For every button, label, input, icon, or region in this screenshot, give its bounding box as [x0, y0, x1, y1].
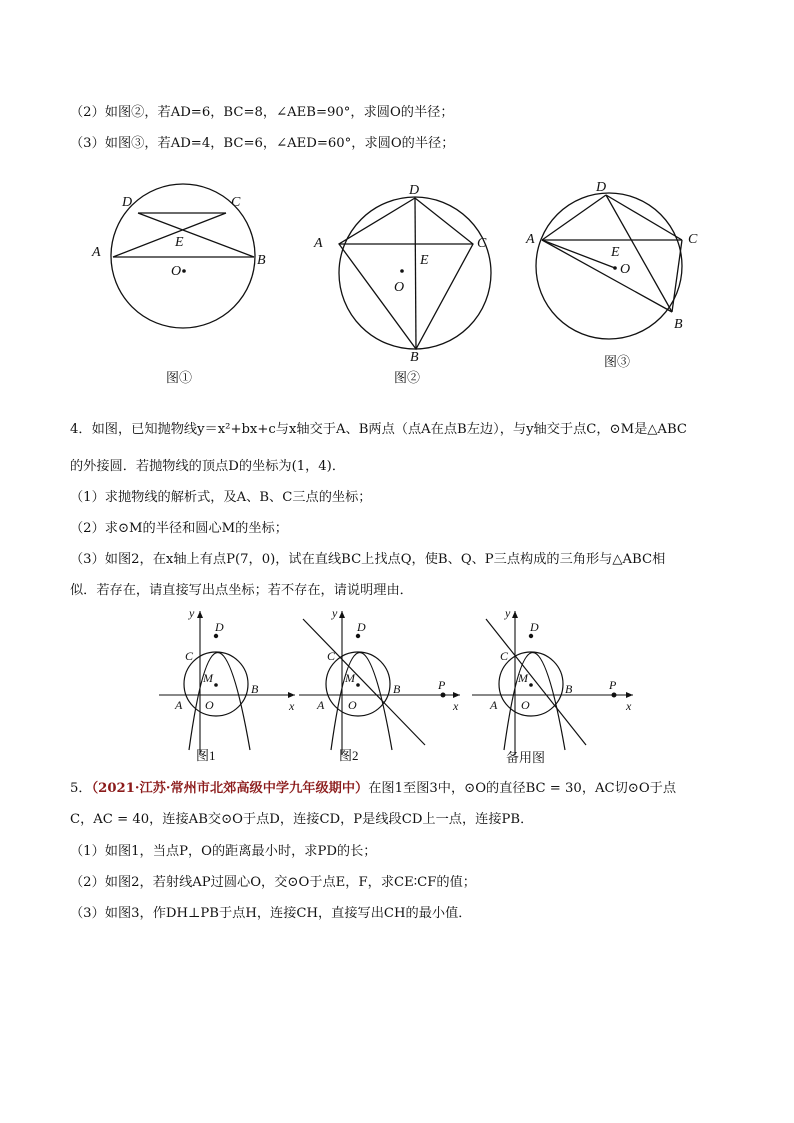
fig3-label-C: C — [688, 232, 698, 247]
problem4-stem-line2: 的外接圆．若抛物线的顶点D的坐标为(1，4)． — [70, 459, 346, 474]
fig3-label-D: D — [596, 180, 607, 195]
fig2-label-B: B — [410, 350, 419, 365]
fig4-1-label-B: B — [251, 682, 259, 696]
problem4-part1: （1）求抛物线的解析式，及A、B、C三点的坐标； — [70, 490, 372, 505]
figure-3-1 — [88, 186, 266, 386]
fig3-label-A: A — [526, 232, 535, 247]
problem3-part3: （3）如图③，若AD=4，BC=6，∠AED=60°，求圆O的半径； — [70, 136, 455, 151]
fig4-1-label-y: y — [189, 606, 195, 620]
fig4-2-label-x: x — [453, 699, 459, 713]
figure-4-spare — [468, 605, 643, 770]
problem4-part3-line2: 似．若存在，请直接写出点坐标；若不存在，请说明理由． — [70, 583, 413, 598]
fig4-3-label-A: A — [490, 698, 498, 712]
fig4-2-label-O: O — [348, 698, 357, 712]
fig4-1-label-D: D — [215, 620, 224, 634]
fig4-2-label-C: C — [327, 649, 336, 663]
fig1-label-B: B — [257, 253, 266, 268]
fig4-2-label-B: B — [393, 682, 401, 696]
problem5-stem-line1 — [70, 780, 676, 798]
fig4-2-label-A: A — [317, 698, 325, 712]
fig4-3-label-O: O — [521, 698, 530, 712]
fig3-caption: 图③ — [604, 354, 631, 369]
fig4-3-label-B: B — [565, 682, 573, 696]
fig2-label-O: O — [394, 280, 405, 295]
fig3-label-O: O — [620, 262, 631, 277]
fig4-2-label-y: y — [332, 606, 338, 620]
fig4-2-label-M: M — [345, 671, 355, 685]
problem5-part3: （3）如图3，作DH⊥PB于点H，连接CH，直接写出CH的最小值． — [70, 906, 472, 921]
fig4-1-label-A: A — [175, 698, 183, 712]
fig4-1-caption: 图1 — [196, 748, 216, 763]
fig1-caption: 图① — [166, 370, 193, 385]
fig2-label-C: C — [477, 236, 487, 251]
figure-3-2 — [308, 178, 508, 388]
problem5-stem-line2: C，AC = 40，连接AB交⊙O于点D，连接CD，P是线段CD上一点，连接PB． — [70, 812, 534, 827]
fig2-label-E: E — [420, 253, 429, 268]
fig4-3-label-P: P — [609, 678, 617, 692]
fig4-3-label-M: M — [518, 671, 528, 685]
problem3-part2: （2）如图②，若AD=6，BC=8，∠AEB=90°，求圆O的半径； — [70, 105, 454, 120]
fig4-1-label-C: C — [185, 649, 194, 663]
fig4-1-label-M: M — [203, 671, 213, 685]
fig1-label-E: E — [175, 235, 184, 250]
fig1-label-C: C — [231, 195, 241, 210]
problem5-part2: （2）如图2，若射线AP过圆心O，交⊙O于点E，F，求CE∶CF的值； — [70, 875, 476, 890]
figure-4-2 — [295, 605, 470, 765]
fig2-label-D: D — [409, 183, 420, 198]
fig4-3-label-y: y — [505, 606, 511, 620]
problem4-part3-line1: （3）如图2，在x轴上有点P(7，0)，试在直线BC上找点Q，使B、Q、P三点构成的三角形与△ABC相 — [70, 552, 666, 567]
fig4-1-label-x: x — [289, 699, 295, 713]
fig1-label-D: D — [122, 195, 133, 210]
fig4-3-caption: 备用图 — [506, 750, 546, 765]
problem4-stem-line1: 4．如图，已知抛物线y＝x²+bx+c与x轴交于A、B两点（点A在点B左边），与y轴交于点C，⊙M是△ABC — [70, 422, 687, 437]
fig1-label-O: O — [171, 264, 182, 279]
fig4-2-caption: 图2 — [339, 748, 359, 763]
fig4-3-label-x: x — [626, 699, 632, 713]
problem5-number: 5． — [70, 781, 92, 796]
fig3-label-E: E — [611, 245, 620, 260]
figure-3-3 — [522, 176, 722, 376]
fig4-3-label-D: D — [530, 620, 539, 634]
fig2-caption: 图② — [394, 370, 421, 385]
fig2-label-A: A — [314, 236, 323, 251]
fig4-1-label-O: O — [205, 698, 214, 712]
problem5-part1: （1）如图1，当点P，O的距离最小时，求PD的长； — [70, 844, 377, 859]
fig4-3-label-C: C — [500, 649, 509, 663]
figure-4-1 — [155, 605, 305, 765]
fig4-2-label-D: D — [357, 620, 366, 634]
problem4-part2: （2）求⊙M的半径和圆心M的坐标； — [70, 521, 288, 536]
problem5-stem-text: 在图1至图3中，⊙O的直径BC = 30，AC切⊙O于点 — [368, 781, 677, 796]
fig1-label-A: A — [92, 245, 101, 260]
fig4-2-label-P: P — [438, 678, 446, 692]
fig3-label-B: B — [674, 317, 683, 332]
problem5-source: （2021·江苏·常州市北郊高级中学九年级期中） — [91, 781, 369, 796]
